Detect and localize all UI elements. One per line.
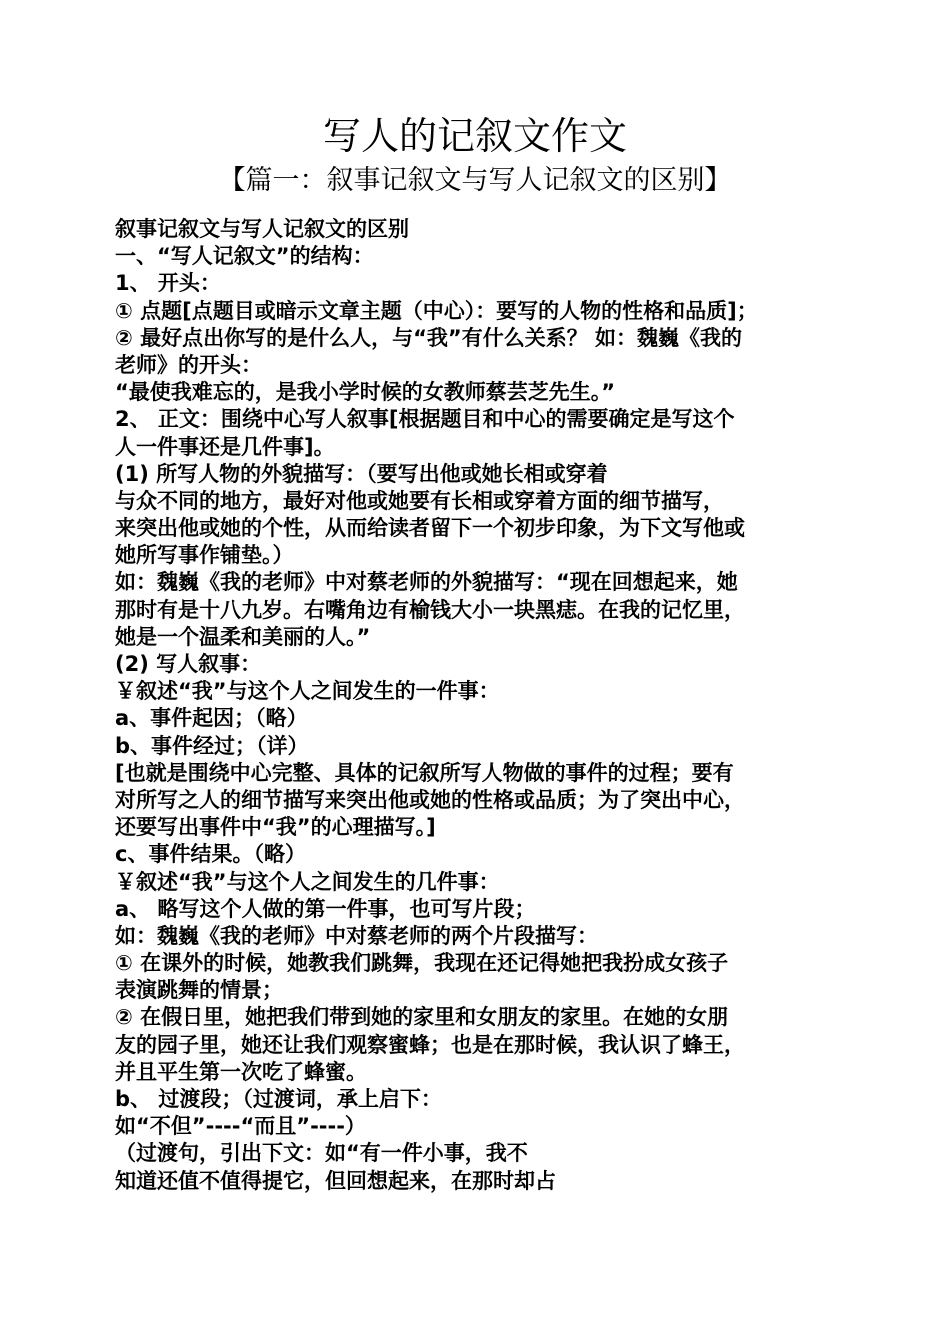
body-line: ￥叙述“我”与这个人之间发生的几件事：	[115, 869, 500, 894]
body-line: 对所写之人的细节描写来突出他或她的性格或品质；为了突出中心，	[115, 787, 745, 812]
body-line: 如“不但”----“而且”----）	[115, 1114, 366, 1139]
body-line: 她所写事作铺垫。）	[115, 543, 294, 568]
body-line: a、 略写这个人做的第一件事，也可写片段；	[115, 896, 536, 921]
body-line: “最使我难忘的，是我小学时候的女教师蔡芸芝先生。”	[115, 380, 616, 405]
document-title: 写人的记叙文作文	[322, 114, 627, 158]
body-line: 她是一个温柔和美丽的人。”	[115, 624, 371, 649]
body-line: 如：魏巍《我的老师》中对蔡老师的两个片段描写：	[115, 923, 598, 948]
body-line: b、 过渡段；（过渡词，承上启下：	[115, 1087, 442, 1111]
body-line: 友的园子里，她还让我们观察蜜蜂；也是在那时候，我认识了蜂王，	[115, 1032, 745, 1057]
body-line: 叙事记叙文与写人记叙文的区别	[115, 217, 409, 241]
body-line: 一、“写人记叙文”的结构：	[115, 244, 374, 269]
body-line: ② 最好点出你写的是什么人，与“我”有什么关系？ 如：魏巍《我的	[115, 325, 743, 350]
body-line: c、事件结果。（略）	[115, 842, 306, 867]
body-line: ① 点题[点题目或暗示文章主题（中心）：要写的人物的性格和品质]；	[115, 298, 758, 323]
body-line: 2、 正文：围绕中心写人叙事[根据题目和中心的需要确定是写这个	[115, 407, 735, 432]
body-line: ￥叙述“我”与这个人之间发生的一件事：	[115, 679, 500, 704]
body-line: 1、 开头：	[115, 271, 221, 296]
body-line: 如：魏巍《我的老师》中对蔡老师的外貌描写：“现在回想起来，她	[115, 570, 738, 595]
body-line: 知道还值不值得提它，但回想起来，在那时却占	[115, 1168, 556, 1193]
body-line: 并且平生第一次吃了蜂蜜。	[115, 1059, 367, 1084]
body-line: 人一件事还是几件事]。	[115, 434, 335, 459]
body-line: ① 在课外的时候，她教我们跳舞，我现在还记得她把我扮成女孩子	[115, 951, 729, 976]
body-line: a、事件起因；（略）	[115, 706, 308, 731]
body-line: [也就是围绕中心完整、具体的记叙所写人物做的事件的过程；要有	[115, 760, 734, 785]
body-line: 来突出他或她的个性，从而给读者留下一个初步印象，为下文写他或	[115, 516, 745, 541]
body-line: 与众不同的地方，最好对他或她要有长相或穿着方面的细节描写，	[115, 488, 724, 513]
document-subtitle: 【篇一：叙事记叙文与写人记叙文的区别】	[218, 165, 732, 196]
body-line: 还要写出事件中“我”的心理描写。]	[115, 815, 436, 840]
body-line: ② 在假日里，她把我们带到她的家里和女朋友的家里。在她的女朋	[115, 1005, 729, 1030]
body-line: 表演跳舞的情景；	[115, 978, 283, 1003]
body-line: 老师》的开头：	[115, 352, 262, 377]
body-line: (1) 所写人物的外貌描写：（要写出他或她长相或穿着	[115, 461, 608, 486]
body-line: (2) 写人叙事：	[115, 652, 262, 676]
body-line: b、事件经过；（详）	[115, 733, 309, 758]
body-line: （过渡句，引出下文：如“有一件小事，我不	[115, 1141, 528, 1166]
document-body	[115, 216, 845, 1195]
body-line: 那时有是十八九岁。右嘴角边有榆钱大小一块黑痣。在我的记忆里，	[115, 597, 745, 622]
